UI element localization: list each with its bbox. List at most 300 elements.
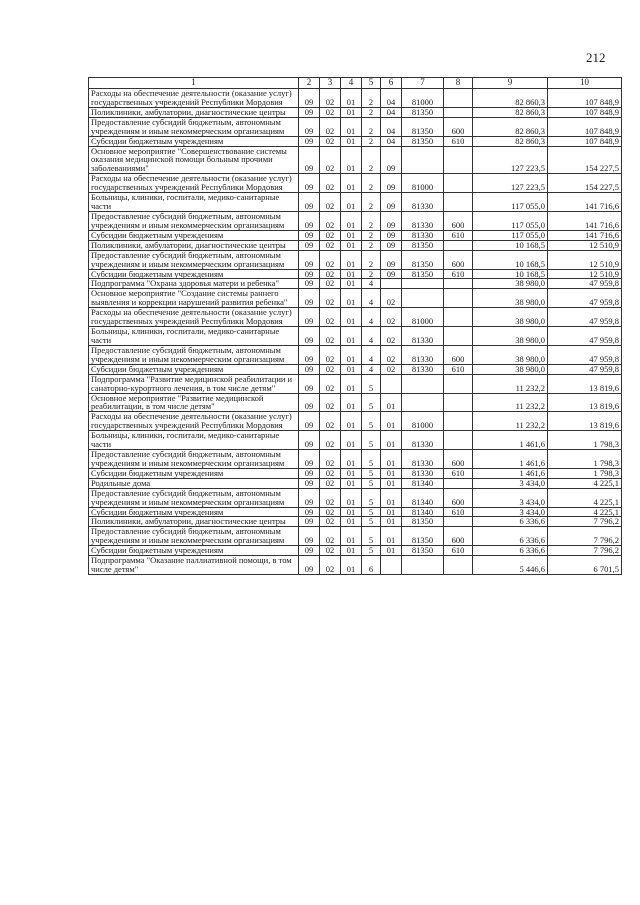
direction-code: 81340 [402, 488, 444, 507]
event-code: 09 [381, 230, 402, 240]
row-name: Предоставление субсидий бюджетным, автономным учреждениям и иным некоммерческим организациям [89, 345, 299, 364]
subprogram-code: 6 [362, 556, 381, 575]
subsection-code: 02 [320, 393, 341, 412]
table-row [89, 546, 622, 556]
row-name: Расходы на обеспечение деятельности (оказание услуг) государственных учреждений Республики Мордовия [89, 174, 299, 193]
table-body [89, 89, 622, 575]
row-name: Больницы, клиники, госпитали, медико-санитарные части [89, 193, 299, 212]
program-code: 01 [341, 211, 362, 230]
program-code: 01 [341, 289, 362, 308]
expense-type [444, 193, 473, 212]
subsection-code: 02 [320, 308, 341, 327]
page-number: 212 [586, 50, 606, 65]
direction-code: 81330 [402, 193, 444, 212]
program-code: 01 [341, 507, 362, 517]
table-row [89, 431, 622, 450]
column-header: 10 [548, 78, 622, 89]
subsection-code: 02 [320, 230, 341, 240]
row-name: Субсидии бюджетным учреждениям [89, 468, 299, 478]
subprogram-code: 2 [362, 240, 381, 250]
program-code: 01 [341, 279, 362, 289]
table-row [89, 146, 622, 174]
amount-year-1: 1 461,6 [473, 431, 548, 450]
expense-type [444, 89, 473, 108]
expense-type: 600 [444, 450, 473, 469]
direction-code: 81350 [402, 546, 444, 556]
subsection-code: 02 [320, 364, 341, 374]
expense-type: 600 [444, 527, 473, 546]
row-name: Расходы на обеспечение деятельности (оказание услуг) государственных учреждений Республики Мордовия [89, 412, 299, 431]
section-code: 09 [299, 527, 320, 546]
expense-type: 610 [444, 507, 473, 517]
program-code: 01 [341, 174, 362, 193]
direction-code [402, 374, 444, 393]
direction-code [402, 146, 444, 174]
amount-year-2: 47 959,8 [548, 279, 622, 289]
direction-code: 81000 [402, 308, 444, 327]
event-code [381, 556, 402, 575]
direction-code: 81000 [402, 89, 444, 108]
section-code: 09 [299, 146, 320, 174]
amount-year-1: 10 168,5 [473, 240, 548, 250]
direction-code [402, 279, 444, 289]
direction-code: 81330 [402, 468, 444, 478]
amount-year-1: 38 980,0 [473, 327, 548, 346]
subprogram-code: 2 [362, 89, 381, 108]
section-code: 09 [299, 517, 320, 527]
amount-year-2: 47 959,8 [548, 289, 622, 308]
table-row [89, 174, 622, 193]
column-header: 1 [89, 78, 299, 89]
amount-year-1: 3 434,0 [473, 507, 548, 517]
program-code: 01 [341, 393, 362, 412]
row-name: Основное мероприятие "Создание системы раннего выявления и коррекции нарушений развития ребенка" [89, 289, 299, 308]
amount-year-2: 12 510,9 [548, 250, 622, 269]
expense-type [444, 393, 473, 412]
expense-type: 600 [444, 488, 473, 507]
subsection-code: 02 [320, 136, 341, 146]
amount-year-2: 4 225,1 [548, 488, 622, 507]
amount-year-2: 47 959,8 [548, 308, 622, 327]
amount-year-1: 117 055,0 [473, 230, 548, 240]
subprogram-code: 4 [362, 279, 381, 289]
subprogram-code: 2 [362, 250, 381, 269]
event-code [381, 374, 402, 393]
table-row [89, 308, 622, 327]
direction-code [402, 556, 444, 575]
direction-code: 81350 [402, 269, 444, 279]
direction-code: 81350 [402, 240, 444, 250]
event-code: 09 [381, 211, 402, 230]
column-header: 4 [341, 78, 362, 89]
event-code: 01 [381, 507, 402, 517]
row-name: Предоставление субсидий бюджетным, автономным учреждениям и иным некоммерческим организациям [89, 450, 299, 469]
row-name: Поликлиники, амбулатории, диагностические центры [89, 107, 299, 117]
budget-table [88, 77, 622, 575]
table-row [89, 211, 622, 230]
amount-year-2: 141 716,6 [548, 230, 622, 240]
amount-year-2: 1 798,3 [548, 431, 622, 450]
amount-year-1: 10 168,5 [473, 250, 548, 269]
direction-code [402, 393, 444, 412]
subsection-code: 02 [320, 517, 341, 527]
subsection-code: 02 [320, 269, 341, 279]
subprogram-code: 2 [362, 107, 381, 117]
expense-type: 600 [444, 250, 473, 269]
subprogram-code: 2 [362, 146, 381, 174]
table-row [89, 393, 622, 412]
amount-year-1: 10 168,5 [473, 269, 548, 279]
row-name: Субсидии бюджетным учреждениям [89, 230, 299, 240]
row-name: Расходы на обеспечение деятельности (оказание услуг) государственных учреждений Республики Мордовия [89, 308, 299, 327]
program-code: 01 [341, 468, 362, 478]
section-code: 09 [299, 556, 320, 575]
row-name: Основное мероприятие "Совершенствование системы оказания медицинской помощи больным прочими заболеваниями" [89, 146, 299, 174]
event-code: 09 [381, 269, 402, 279]
subprogram-code: 4 [362, 345, 381, 364]
table-row [89, 468, 622, 478]
event-code: 02 [381, 364, 402, 374]
program-code: 01 [341, 308, 362, 327]
expense-type: 610 [444, 364, 473, 374]
table-row [89, 279, 622, 289]
row-name: Подпрограмма "Развитие медицинской реабилитации и санаторно-курортного лечения, в том числе детям" [89, 374, 299, 393]
event-code: 04 [381, 117, 402, 136]
subsection-code: 02 [320, 556, 341, 575]
expense-type: 600 [444, 345, 473, 364]
direction-code: 81000 [402, 174, 444, 193]
direction-code: 81330 [402, 345, 444, 364]
column-header: 3 [320, 78, 341, 89]
amount-year-2: 47 959,8 [548, 364, 622, 374]
subprogram-code: 5 [362, 431, 381, 450]
table-row [89, 240, 622, 250]
row-name: Субсидии бюджетным учреждениям [89, 269, 299, 279]
direction-code: 81330 [402, 364, 444, 374]
event-code: 01 [381, 468, 402, 478]
subprogram-code: 5 [362, 478, 381, 488]
section-code: 09 [299, 117, 320, 136]
amount-year-2: 4 225,1 [548, 507, 622, 517]
subprogram-code: 2 [362, 269, 381, 279]
column-header: 8 [444, 78, 473, 89]
expense-type [444, 374, 473, 393]
table-row [89, 89, 622, 108]
amount-year-2: 1 798,3 [548, 468, 622, 478]
section-code: 09 [299, 507, 320, 517]
amount-year-1: 11 232,2 [473, 393, 548, 412]
row-name: Основное мероприятие "Развитие медицинской реабилитации, в том числе детям" [89, 393, 299, 412]
expense-type [444, 308, 473, 327]
subsection-code: 02 [320, 478, 341, 488]
amount-year-1: 6 336,6 [473, 527, 548, 546]
subprogram-code: 4 [362, 308, 381, 327]
expense-type [444, 412, 473, 431]
section-code: 09 [299, 450, 320, 469]
amount-year-1: 117 055,0 [473, 211, 548, 230]
amount-year-2: 12 510,9 [548, 240, 622, 250]
event-code: 01 [381, 488, 402, 507]
program-code: 01 [341, 488, 362, 507]
table-row [89, 250, 622, 269]
subsection-code: 02 [320, 279, 341, 289]
event-code: 01 [381, 517, 402, 527]
subprogram-code: 5 [362, 517, 381, 527]
table-row [89, 193, 622, 212]
section-code: 09 [299, 193, 320, 212]
subprogram-code: 4 [362, 364, 381, 374]
event-code: 01 [381, 478, 402, 488]
column-header: 6 [381, 78, 402, 89]
amount-year-1: 82 860,3 [473, 89, 548, 108]
section-code: 09 [299, 478, 320, 488]
subsection-code: 02 [320, 527, 341, 546]
amount-year-2: 13 819,6 [548, 374, 622, 393]
amount-year-1: 5 446,6 [473, 556, 548, 575]
event-code: 01 [381, 546, 402, 556]
section-code: 09 [299, 374, 320, 393]
row-name: Предоставление субсидий бюджетным, автономным учреждениям и иным некоммерческим организациям [89, 250, 299, 269]
program-code: 01 [341, 345, 362, 364]
event-code: 02 [381, 345, 402, 364]
event-code: 01 [381, 412, 402, 431]
subsection-code: 02 [320, 211, 341, 230]
expense-type [444, 478, 473, 488]
subprogram-code: 2 [362, 193, 381, 212]
header-row [89, 78, 622, 89]
amount-year-2: 7 796,2 [548, 527, 622, 546]
expense-type [444, 289, 473, 308]
event-code [381, 279, 402, 289]
section-code: 09 [299, 89, 320, 108]
row-name: Субсидии бюджетным учреждениям [89, 507, 299, 517]
program-code: 01 [341, 374, 362, 393]
expense-type [444, 517, 473, 527]
event-code: 02 [381, 289, 402, 308]
amount-year-2: 6 701,5 [548, 556, 622, 575]
table-row [89, 117, 622, 136]
subprogram-code: 4 [362, 327, 381, 346]
table-row [89, 374, 622, 393]
subsection-code: 02 [320, 488, 341, 507]
program-code: 01 [341, 117, 362, 136]
amount-year-1: 38 980,0 [473, 364, 548, 374]
section-code: 09 [299, 364, 320, 374]
subsection-code: 02 [320, 431, 341, 450]
subprogram-code: 2 [362, 230, 381, 240]
expense-type: 600 [444, 211, 473, 230]
subprogram-code: 5 [362, 488, 381, 507]
event-code: 01 [381, 431, 402, 450]
row-name: Субсидии бюджетным учреждениям [89, 364, 299, 374]
program-code: 01 [341, 136, 362, 146]
program-code: 01 [341, 450, 362, 469]
table-row [89, 412, 622, 431]
event-code: 09 [381, 240, 402, 250]
expense-type [444, 146, 473, 174]
row-name: Предоставление субсидий бюджетным, автономным учреждениям и иным некоммерческим организациям [89, 117, 299, 136]
direction-code: 81330 [402, 230, 444, 240]
event-code: 04 [381, 136, 402, 146]
subsection-code: 02 [320, 107, 341, 117]
direction-code: 81330 [402, 450, 444, 469]
section-code: 09 [299, 431, 320, 450]
table-row [89, 478, 622, 488]
subprogram-code: 5 [362, 412, 381, 431]
subprogram-code: 5 [362, 374, 381, 393]
table-row [89, 517, 622, 527]
table-row [89, 289, 622, 308]
amount-year-1: 1 461,6 [473, 468, 548, 478]
program-code: 01 [341, 146, 362, 174]
program-code: 01 [341, 431, 362, 450]
direction-code: 81350 [402, 517, 444, 527]
direction-code: 81340 [402, 507, 444, 517]
row-name: Поликлиники, амбулатории, диагностические центры [89, 517, 299, 527]
subsection-code: 02 [320, 468, 341, 478]
program-code: 01 [341, 89, 362, 108]
amount-year-2: 141 716,6 [548, 193, 622, 212]
table-row [89, 230, 622, 240]
program-code: 01 [341, 556, 362, 575]
amount-year-1: 11 232,2 [473, 412, 548, 431]
program-code: 01 [341, 364, 362, 374]
section-code: 09 [299, 230, 320, 240]
section-code: 09 [299, 269, 320, 279]
amount-year-1: 127 223,5 [473, 146, 548, 174]
subprogram-code: 2 [362, 174, 381, 193]
amount-year-2: 47 959,8 [548, 345, 622, 364]
row-name: Предоставление субсидий бюджетным, автономным учреждениям и иным некоммерческим организациям [89, 527, 299, 546]
subsection-code: 02 [320, 345, 341, 364]
program-code: 01 [341, 269, 362, 279]
program-code: 01 [341, 107, 362, 117]
section-code: 09 [299, 289, 320, 308]
amount-year-2: 1 798,3 [548, 450, 622, 469]
amount-year-2: 47 959,8 [548, 327, 622, 346]
subprogram-code: 5 [362, 527, 381, 546]
table-row [89, 107, 622, 117]
section-code: 09 [299, 308, 320, 327]
column-header: 7 [402, 78, 444, 89]
subsection-code: 02 [320, 374, 341, 393]
expense-type: 610 [444, 269, 473, 279]
section-code: 09 [299, 393, 320, 412]
subprogram-code: 5 [362, 468, 381, 478]
event-code: 02 [381, 308, 402, 327]
subsection-code: 02 [320, 412, 341, 431]
program-code: 01 [341, 193, 362, 212]
row-name: Поликлиники, амбулатории, диагностические центры [89, 240, 299, 250]
program-code: 01 [341, 250, 362, 269]
expense-type [444, 556, 473, 575]
amount-year-2: 7 796,2 [548, 517, 622, 527]
program-code: 01 [341, 230, 362, 240]
program-code: 01 [341, 327, 362, 346]
section-code: 09 [299, 327, 320, 346]
direction-code: 81350 [402, 250, 444, 269]
amount-year-1: 127 223,5 [473, 174, 548, 193]
event-code: 04 [381, 107, 402, 117]
row-name: Предоставление субсидий бюджетным, автономным учреждениям и иным некоммерческим организациям [89, 211, 299, 230]
amount-year-2: 107 848,9 [548, 117, 622, 136]
subprogram-code: 2 [362, 117, 381, 136]
amount-year-2: 107 848,9 [548, 136, 622, 146]
table-row [89, 136, 622, 146]
event-code: 01 [381, 527, 402, 546]
table-row [89, 488, 622, 507]
table-row [89, 327, 622, 346]
row-name: Родильные дома [89, 478, 299, 488]
amount-year-1: 11 232,2 [473, 374, 548, 393]
direction-code: 81350 [402, 527, 444, 546]
direction-code: 81350 [402, 117, 444, 136]
subprogram-code: 5 [362, 393, 381, 412]
event-code: 01 [381, 393, 402, 412]
amount-year-1: 6 336,6 [473, 546, 548, 556]
row-name: Расходы на обеспечение деятельности (оказание услуг) государственных учреждений Республики Мордовия [89, 89, 299, 108]
table-row [89, 527, 622, 546]
section-code: 09 [299, 240, 320, 250]
section-code: 09 [299, 412, 320, 431]
amount-year-1: 6 336,6 [473, 517, 548, 527]
direction-code: 81350 [402, 107, 444, 117]
row-name: Предоставление субсидий бюджетным, автономным учреждениям и иным некоммерческим организациям [89, 488, 299, 507]
expense-type: 610 [444, 546, 473, 556]
row-name: Субсидии бюджетным учреждениям [89, 136, 299, 146]
amount-year-1: 38 980,0 [473, 345, 548, 364]
amount-year-2: 12 510,9 [548, 269, 622, 279]
expense-type [444, 107, 473, 117]
table-row [89, 269, 622, 279]
subprogram-code: 4 [362, 289, 381, 308]
direction-code [402, 289, 444, 308]
table-row [89, 345, 622, 364]
amount-year-1: 3 434,0 [473, 478, 548, 488]
section-code: 09 [299, 136, 320, 146]
section-code: 09 [299, 107, 320, 117]
program-code: 01 [341, 517, 362, 527]
subprogram-code: 5 [362, 450, 381, 469]
subsection-code: 02 [320, 89, 341, 108]
amount-year-2: 154 227,5 [548, 174, 622, 193]
column-header: 2 [299, 78, 320, 89]
direction-code: 81000 [402, 412, 444, 431]
amount-year-1: 117 055,0 [473, 193, 548, 212]
amount-year-1: 1 461,6 [473, 450, 548, 469]
subsection-code: 02 [320, 327, 341, 346]
event-code: 09 [381, 193, 402, 212]
amount-year-2: 107 848,9 [548, 107, 622, 117]
subsection-code: 02 [320, 507, 341, 517]
direction-code: 81330 [402, 431, 444, 450]
amount-year-1: 82 860,3 [473, 107, 548, 117]
subsection-code: 02 [320, 193, 341, 212]
amount-year-2: 154 227,5 [548, 146, 622, 174]
row-name: Подпрограмма "Охрана здоровья матери и ребенка" [89, 279, 299, 289]
section-code: 09 [299, 488, 320, 507]
amount-year-2: 13 819,6 [548, 393, 622, 412]
direction-code: 81350 [402, 136, 444, 146]
section-code: 09 [299, 279, 320, 289]
subsection-code: 02 [320, 546, 341, 556]
table-row [89, 507, 622, 517]
program-code: 01 [341, 546, 362, 556]
program-code: 01 [341, 527, 362, 546]
expense-type [444, 327, 473, 346]
subsection-code: 02 [320, 250, 341, 269]
amount-year-2: 7 796,2 [548, 546, 622, 556]
